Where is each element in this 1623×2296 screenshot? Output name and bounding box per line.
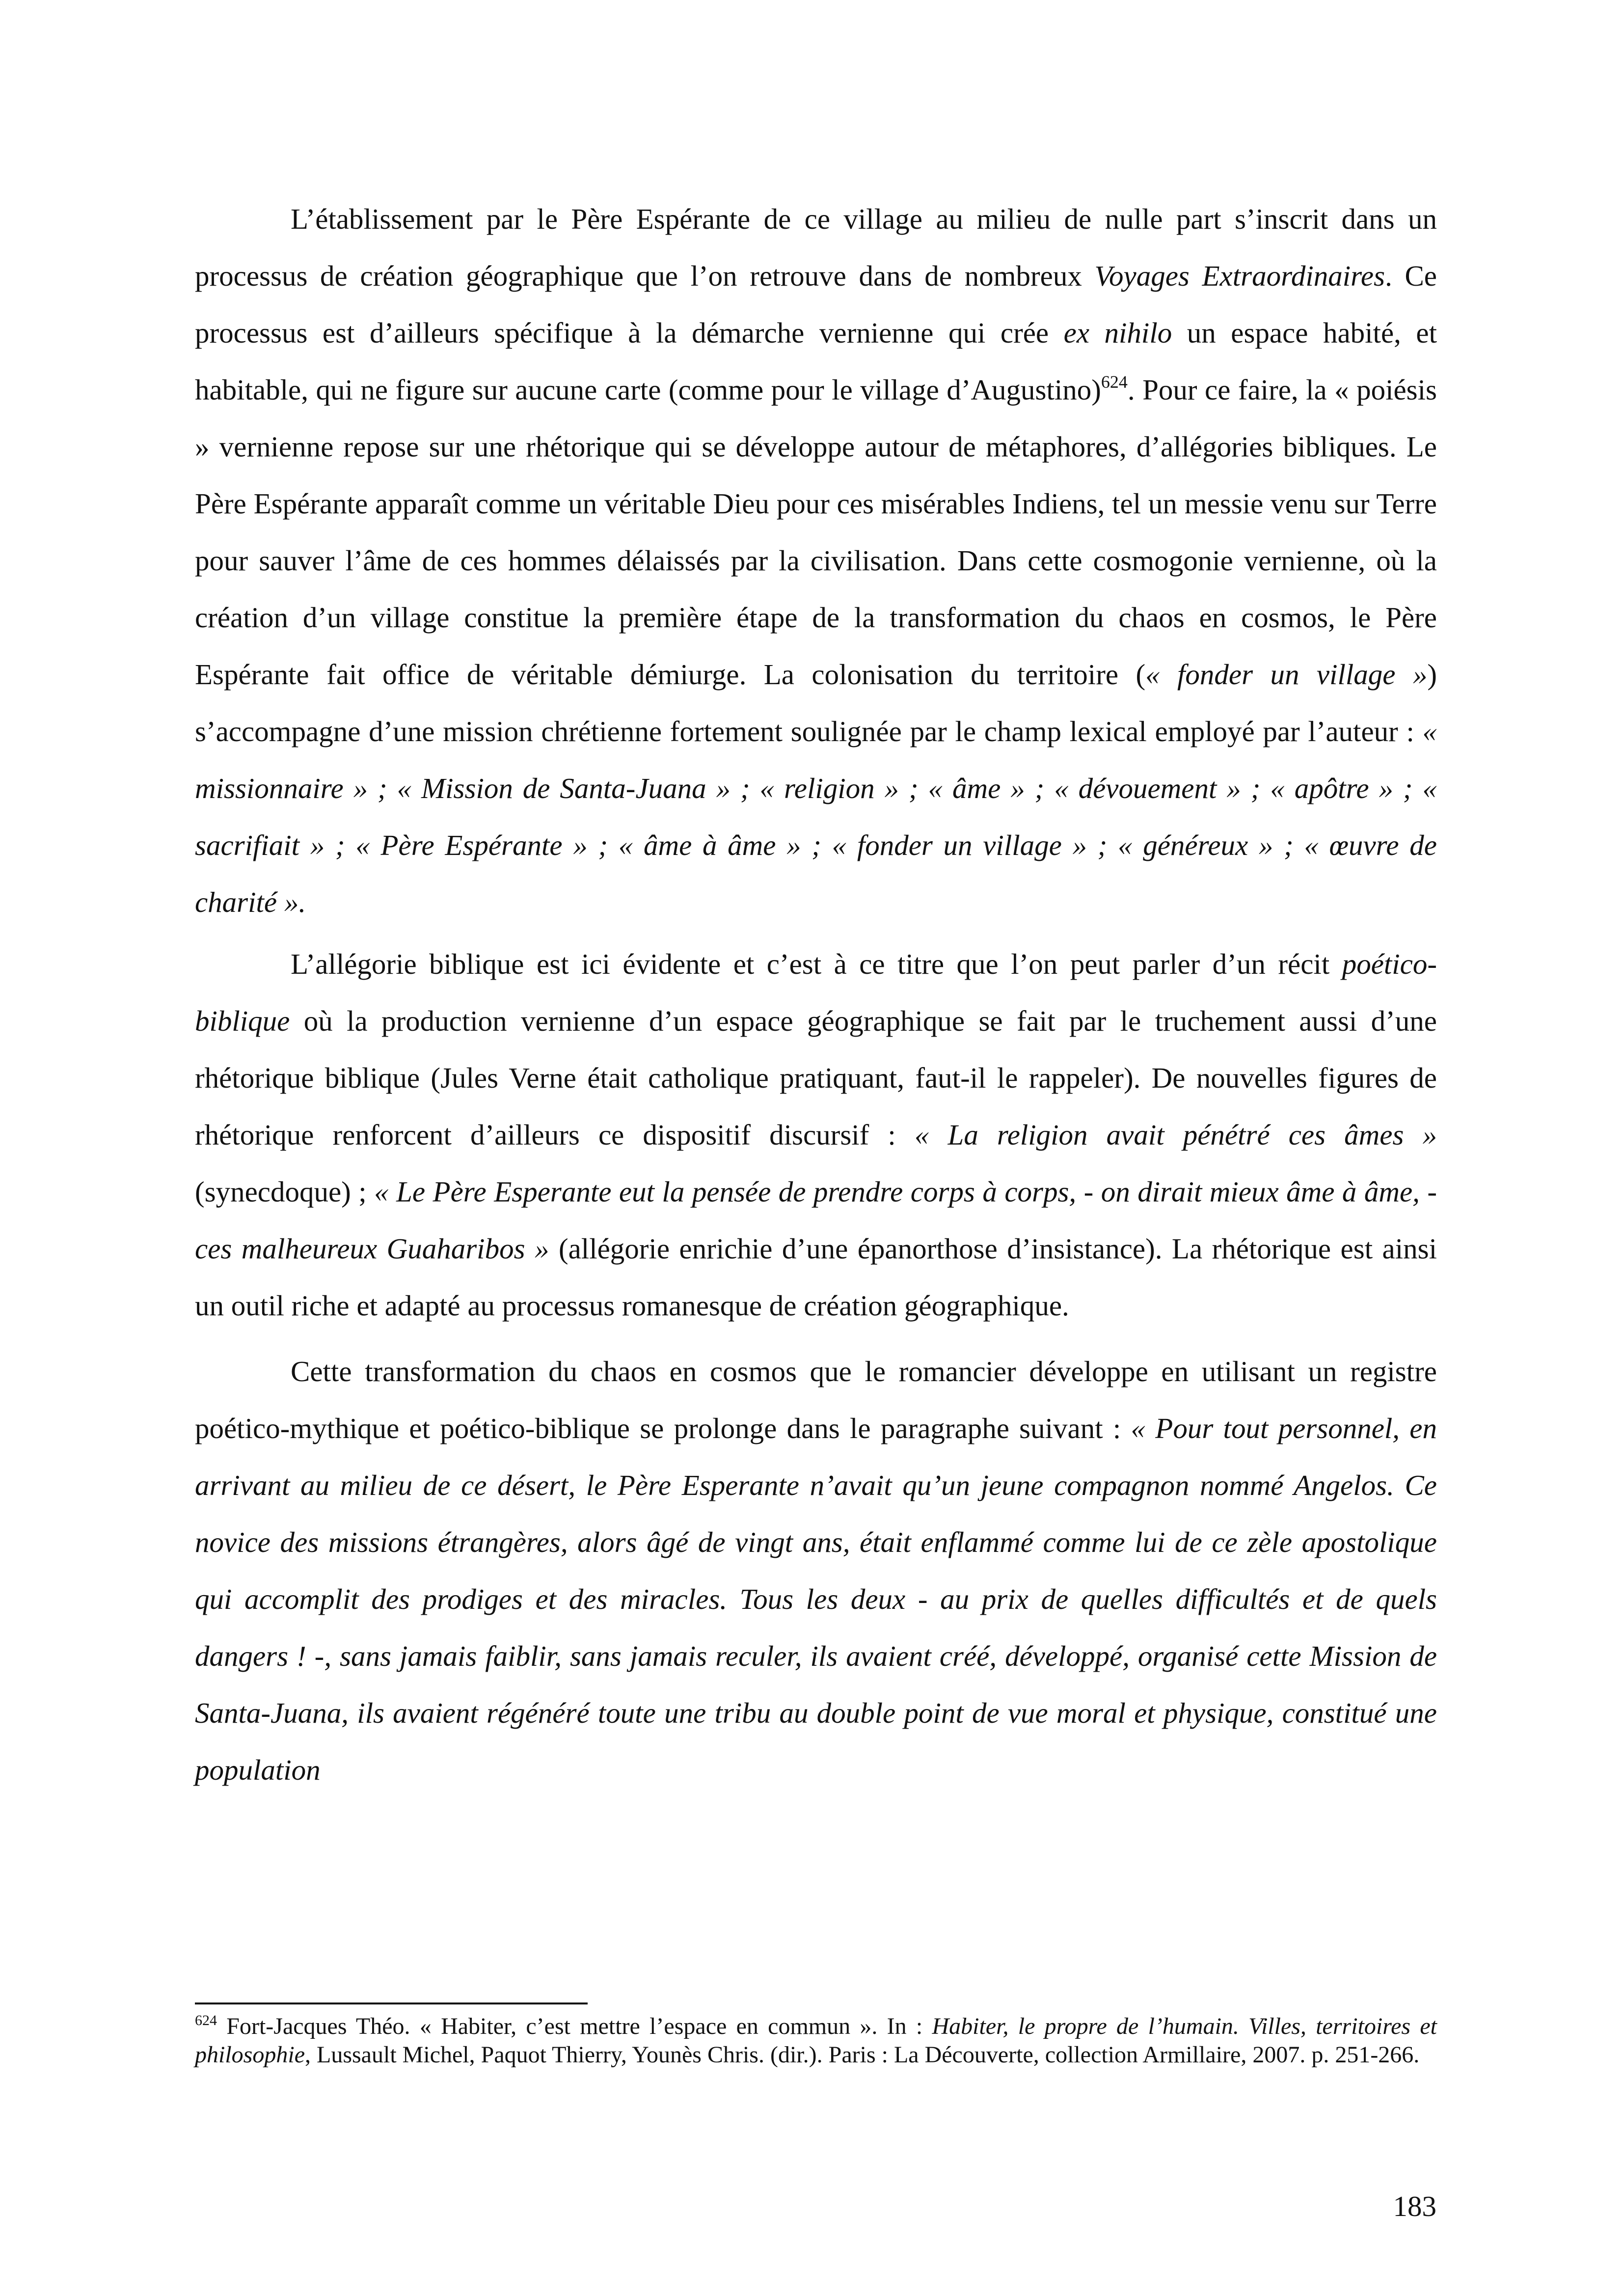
footnote-624 (195, 2012, 1437, 2069)
footnote-separator (195, 2002, 588, 2004)
italic-term: ex nihilo (1063, 317, 1172, 349)
main-text (195, 190, 1437, 1798)
text-run: , Lussault Michel, Paquot Thierry, Younès Chris. (dir.). Paris : La Découverte, collection Armillaire, 2007. p. 251-266. (305, 2042, 1420, 2068)
italic-quote: « Le Père Esperante eut la pensée de prendre corps à corps, - on dirait mieux âme à âme, - ces malheureux Guaharibos » (195, 1175, 1437, 1265)
italic-book-title: Habiter, le propre de l’humain. Villes, territoires et philosophie (195, 2013, 1437, 2068)
text-run: Cette transformation du chaos en cosmos que le romancier développe en utilisant un registre poético-mythique et poético-biblique se prolonge dans le paragraphe suivant : (195, 1355, 1437, 1444)
footnote-number: 624 (195, 2012, 217, 2029)
italic-quote-list: « missionnaire » ; « Mission de Santa-Juana » ; « religion » ; « âme » ; « dévouement » ; « apôtre » ; « sacrifiait » ; « Père Espérante » ; « âme à âme » ; « fonder un village » ; « généreux » ; « œuvre de charité ». (195, 715, 1437, 918)
italic-quote: « fonder un village » (1145, 658, 1428, 691)
text-run: L’établissement par le Père Espérante de ce village au milieu de nulle part s’inscrit dans un processus de création géographique que l’on retrouve dans de nombreux (195, 203, 1437, 292)
text-run: un espace habité, et habitable, qui ne figure sur aucune carte (comme pour le village d’Augustino) (195, 317, 1437, 406)
text-run: (allégorie enrichie d’une épanorthose d’insistance). La rhétorique est ainsi un outil riche et adapté au processus romanesque de création géographique. (195, 1232, 1437, 1322)
text-run: L’allégorie biblique est ici évidente et c’est à ce titre que l’on peut parler d’un récit (291, 948, 1342, 980)
text-run: (synecdoque) ; (195, 1175, 375, 1208)
italic-title: Voyages Extraordinaires (1094, 260, 1385, 292)
paragraph-1 (195, 190, 1437, 931)
footnote-reference: 624 (1101, 372, 1128, 392)
italic-quote: « La religion avait pénétré ces âmes » (914, 1119, 1437, 1151)
paragraph-3 (195, 1343, 1437, 1798)
italic-quote: « Pour tout personnel, en arrivant au milieu de ce désert, le Père Esperante n’avait qu’un jeune compagnon nommé Angelos. Ce novice des missions étrangères, alors âgé de vingt ans, était enflammé comme lui de ce zèle apostolique qui accomplit des prodiges et des miracles. Tous les deux - au prix de quelles difficultés et de quels dangers ! -, sans jamais faiblir, sans jamais reculer, ils avaient créé, développé, organisé cette Mission de Santa-Juana, ils avaient régénéré toute une tribu au double point de vue moral et physique, constitué une population (195, 1412, 1437, 1786)
text-run: Fort-Jacques Théo. « Habiter, c’est mettre l’espace en commun ». In : (217, 2013, 932, 2039)
italic-term: poético-biblique (195, 948, 1437, 1037)
paragraph-2 (195, 935, 1437, 1334)
text-run: où la production vernienne d’un espace géographique se fait par le truchement aussi d’une rhétorique biblique (Jules Verne était catholique pratiquant, faut-il le rappeler). De nouvelles figures de rhétorique renforcent d’ailleurs ce dispositif discursif : (195, 1005, 1437, 1151)
text-run: . Pour ce faire, la « poiésis » vernienne repose sur une rhétorique qui se développe autour de métaphores, d’allégories bibliques. Le Père Espérante apparaît comme un véritable Dieu pour ces misérables Indiens, tel un messie venu sur Terre pour sauver l’âme de ces hommes délaissés par la civilisation. Dans cette cosmogonie vernienne, où la création d’un village constitue la première étape de la transformation du chaos en cosmos, le Père Espérante fait office de véritable démiurge. La colonisation du territoire ( (195, 374, 1437, 691)
text-run: ) s’accompagne d’une mission chrétienne fortement soulignée par le champ lexical employé par l’auteur : (195, 658, 1437, 748)
page-number: 183 (1393, 2190, 1436, 2222)
text-run: . Ce processus est d’ailleurs spécifique à la démarche vernienne qui crée (195, 260, 1437, 349)
